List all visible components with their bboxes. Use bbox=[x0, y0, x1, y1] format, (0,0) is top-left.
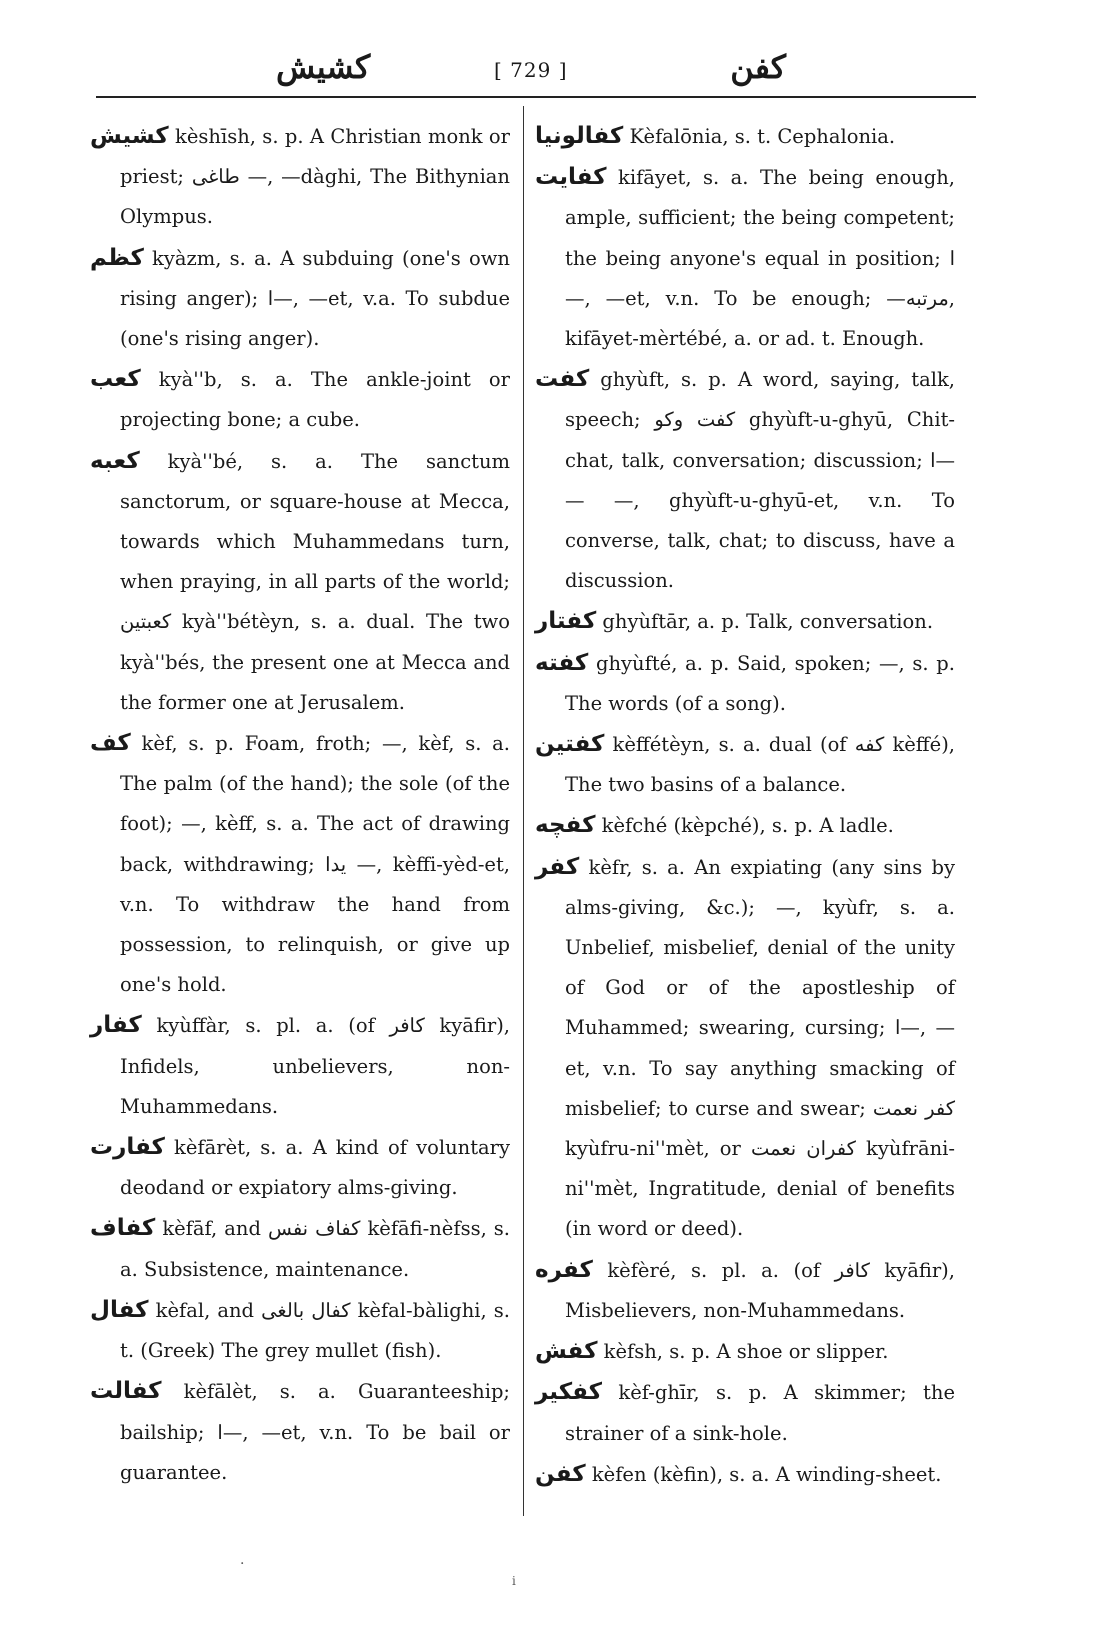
entry-definition: kèfèré, s. pl. a. (of كافر kyāfir), Misbelievers, non-Muhammedans. bbox=[565, 1258, 955, 1322]
arabic-headword: كفاف bbox=[90, 1215, 156, 1242]
footer-mark-2: ⅰ bbox=[512, 1574, 516, 1588]
dictionary-entry bbox=[535, 724, 955, 805]
footer-mark: · bbox=[240, 1556, 245, 1572]
dictionary-entry bbox=[535, 805, 955, 846]
arabic-headword: كفار bbox=[90, 1012, 142, 1039]
dictionary-entry bbox=[535, 359, 955, 601]
entry-definition: kèfal, and كفال بالغی kèfal-bàlighi, s. t. (Greek) The grey mullet (fish). bbox=[120, 1298, 510, 1363]
arabic-headword: كفن bbox=[535, 1460, 586, 1487]
entry-definition: Kèfalōnia, s. t. Cephalonia. bbox=[623, 125, 896, 148]
arabic-headword: كعب bbox=[90, 366, 141, 393]
entry-definition: kèfāf, and كفاف نفس kèfāfi-nèfss, s. a. Subsistence, maintenance. bbox=[120, 1217, 511, 1281]
dictionary-entry bbox=[90, 1290, 510, 1371]
page-number: [ 729 ] bbox=[494, 58, 568, 82]
right-column bbox=[535, 116, 955, 1495]
arabic-headword: كفالونيا bbox=[535, 123, 624, 149]
dictionary-entry bbox=[90, 1005, 510, 1127]
dictionary-entry bbox=[90, 116, 510, 238]
dictionary-entry bbox=[535, 157, 955, 359]
entry-definition: kèfālèt, s. a. Guaranteeship; bailship; ا—, —et, v.n. To be bail or guarantee. bbox=[120, 1380, 510, 1484]
arabic-headword: كف bbox=[90, 730, 131, 757]
dictionary-entry bbox=[535, 1250, 955, 1331]
column-divider bbox=[523, 106, 524, 1516]
dictionary-entry bbox=[535, 601, 955, 642]
dictionary-entry bbox=[535, 847, 955, 1250]
arabic-headword: كفالت bbox=[90, 1378, 162, 1405]
arabic-headword: كفش bbox=[535, 1338, 598, 1365]
arabic-headword: كفتين bbox=[535, 731, 605, 758]
arabic-headword: كفتار bbox=[535, 608, 597, 635]
dictionary-entry bbox=[535, 1454, 955, 1495]
entry-definition: kèfché (kèpché), s. p. A ladle. bbox=[595, 814, 894, 838]
entry-definition: kèffétèyn, s. a. dual (of كفه kèffé), The two basins of a balance. bbox=[565, 733, 955, 797]
arabic-headword: كفت bbox=[535, 366, 590, 393]
entry-definition: ghyùftār, a. p. Talk, conversation. bbox=[596, 610, 934, 634]
entry-definition: kèfr, s. a. An expiating (any sins by alms-giving, &c.); —, kyùfr, s. a. Unbelief, misbelief, denial of the unity of God or of the apostleship of Muhammed; swearing, cursing; ا—, —et, v.n. To say anything smacking of misbelief; to curse and swear; كفر نعمت kyùfru-ni''mèt, or كفران نعمت kyùfrāni-ni''mèt, Ingratitude, denial of benefits (in word or deed). bbox=[565, 855, 955, 1241]
arabic-headword: كفر bbox=[535, 853, 580, 880]
arabic-headword: كفايت bbox=[535, 164, 607, 191]
entry-definition: kèfsh, s. p. A shoe or slipper. bbox=[597, 1340, 889, 1364]
entry-definition: kifāyet, s. a. The being enough, ample, sufficient; the being competent; the being anyone's equal in position; ا—, —et, v.n. To be enough; —مرتبه, kifāyet-mèrtébé, a. or ad. t. Enough. bbox=[565, 166, 955, 351]
arabic-headword: كفكير bbox=[535, 1379, 603, 1406]
entry-definition: kèf-ghīr, s. p. A skimmer; the strainer of a sink-hole. bbox=[565, 1381, 955, 1445]
dictionary-entry bbox=[535, 1372, 955, 1453]
arabic-headword: كظم bbox=[90, 244, 144, 271]
right-headword: كفن bbox=[730, 48, 786, 86]
entry-definition: kèfen (kèfin), s. a. A winding-sheet. bbox=[585, 1462, 942, 1486]
arabic-headword: كفارت bbox=[90, 1134, 165, 1161]
dictionary-entry bbox=[90, 359, 510, 440]
arabic-headword: كفته bbox=[535, 649, 589, 676]
arabic-headword: كشيش bbox=[90, 123, 169, 149]
dictionary-entry bbox=[90, 1127, 510, 1208]
dictionary-entry bbox=[535, 1331, 955, 1372]
header-rule bbox=[96, 96, 976, 98]
arabic-headword: كفره bbox=[535, 1256, 593, 1283]
dictionary-entry bbox=[90, 1208, 510, 1289]
left-headword: كشيش bbox=[276, 48, 371, 86]
left-column bbox=[90, 116, 510, 1493]
dictionary-entry bbox=[90, 441, 510, 723]
dictionary-entry bbox=[535, 116, 955, 157]
arabic-headword: كفچه bbox=[535, 812, 596, 839]
entry-definition: ghyùfté, a. p. Said, spoken; —, s. p. The words (of a song). bbox=[565, 651, 955, 715]
dictionary-entry bbox=[535, 643, 955, 724]
dictionary-entry bbox=[90, 238, 510, 360]
entry-definition: kyùffàr, s. pl. a. (of كافر kyāfir), Infidels, unbelievers, non-Muhammedans. bbox=[120, 1014, 511, 1118]
entry-definition: kyà''b, s. a. The ankle-joint or projecting bone; a cube. bbox=[120, 368, 510, 432]
entry-definition: kèfārèt, s. a. A kind of voluntary deodand or expiatory alms-giving. bbox=[120, 1136, 510, 1200]
entry-definition: kyà''bé, s. a. The sanctum sanctorum, or square-house at Mecca, towards which Muhammedans turn, when praying, in all parts of the world; كعبتين kyà''bétèyn, s. a. dual. The two kyà''bés, the present one at Mecca and the former one at Jerusalem. bbox=[120, 449, 510, 714]
entry-definition: kyàzm, s. a. A subduing (one's own rising anger); ا—, —et, v.a. To subdue (one's rising anger). bbox=[120, 246, 511, 351]
entry-definition: kèshīsh, s. p. A Christian monk or priest; طاغی —, —dàghi, The Bithynian Olympus. bbox=[120, 125, 510, 229]
dictionary-entry bbox=[90, 1371, 510, 1493]
entry-definition: kèf, s. p. Foam, froth; —, kèf, s. a. The palm (of the hand); the sole (of the foot); —, kèff, s. a. The act of drawing back, withdrawing; يدا —, kèffi-yèd-et, v.n. To withdraw the hand from possession, to relinquish, or give up one's hold. bbox=[120, 732, 510, 997]
arabic-headword: كعبه bbox=[90, 447, 140, 474]
dictionary-entry bbox=[90, 723, 510, 1005]
arabic-headword: كفال bbox=[90, 1296, 149, 1323]
entry-definition: ghyùft, s. p. A word, saying, talk, speech; كفت وكو ghyùft-u-ghyū, Chit-chat, talk, conversation; discussion; ا— — —, ghyùft-u-ghyū-et, v.n. To converse, talk, chat; to discuss, have a discussion. bbox=[565, 368, 955, 593]
